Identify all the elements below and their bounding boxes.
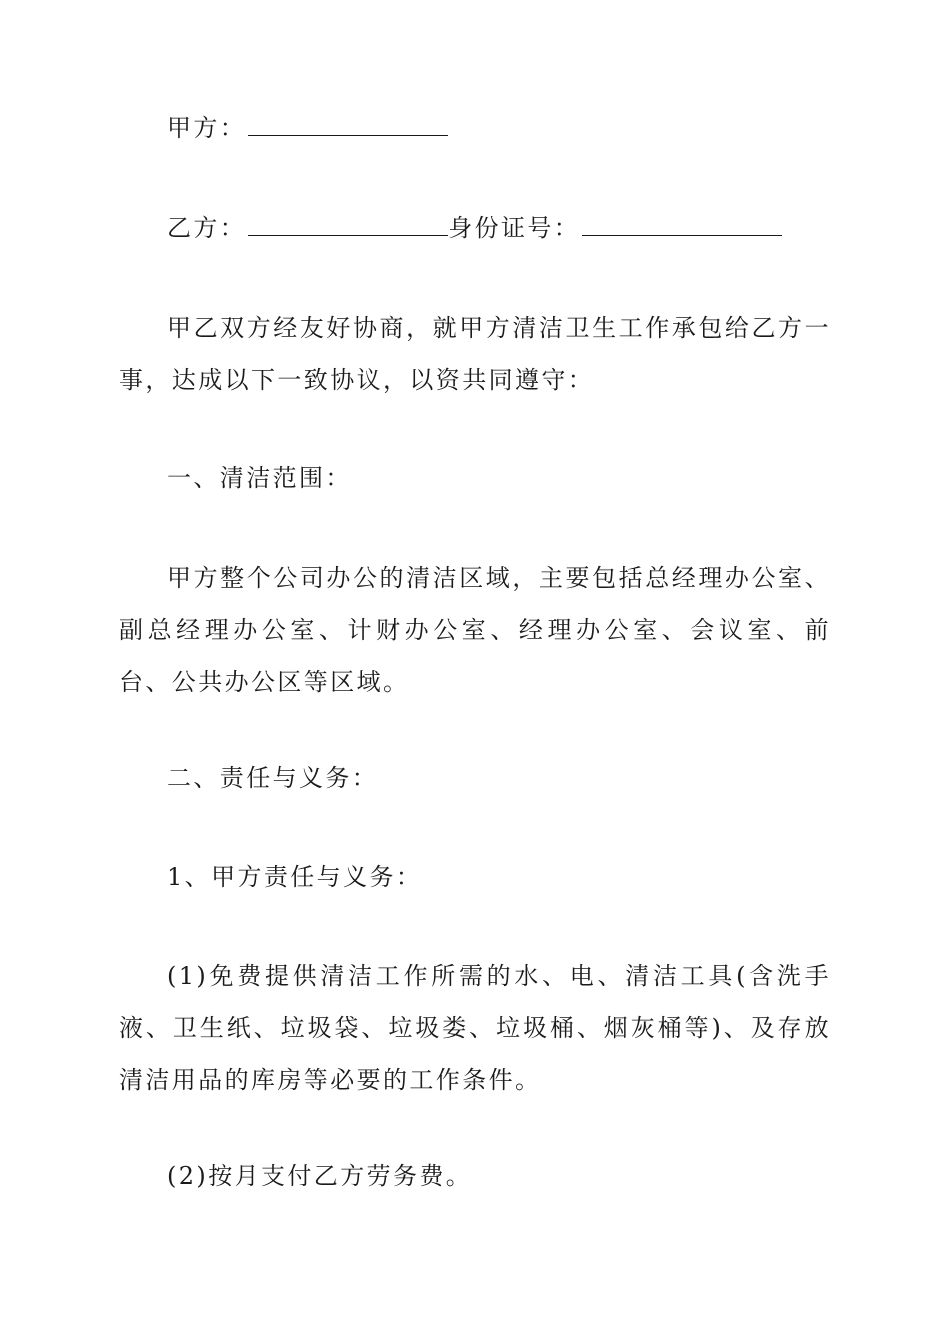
party-a-line	[119, 102, 879, 154]
id-number-label: 身份证号：	[448, 214, 581, 242]
section1-heading: 一、清洁范围：	[167, 464, 352, 492]
section2-sub1-heading: 1、甲方责任与义务：	[167, 863, 423, 891]
party-b-line	[119, 202, 879, 254]
section2-item2: (2)按月支付乙方劳务费。	[167, 1162, 473, 1190]
party-a-blank[interactable]	[248, 113, 448, 136]
section2-item1: (1)免费提供清洁工作所需的水、电、清洁工具(含洗手液、卫生纸、垃圾袋、垃圾娄、垃圾桶、烟灰桶等)、及存放清洁用品的库房等必要的工作条件。	[119, 962, 831, 1094]
id-number-blank[interactable]	[582, 213, 782, 236]
party-b-label: 乙方：	[167, 214, 247, 242]
party-b-blank[interactable]	[248, 213, 448, 236]
section2-heading: 二、责任与义务：	[167, 764, 379, 792]
intro-paragraph: 甲乙双方经友好协商，就甲方清洁卫生工作承包给乙方一事，达成以下一致协议，以资共同遵守：	[119, 314, 831, 394]
party-a-label: 甲方：	[167, 114, 247, 142]
section1-body: 甲方整个公司办公的清洁区域，主要包括总经理办公室、副总经理办公室、计财办公室、经理办公室、会议室、前台、公共办公区等区域。	[119, 564, 831, 696]
